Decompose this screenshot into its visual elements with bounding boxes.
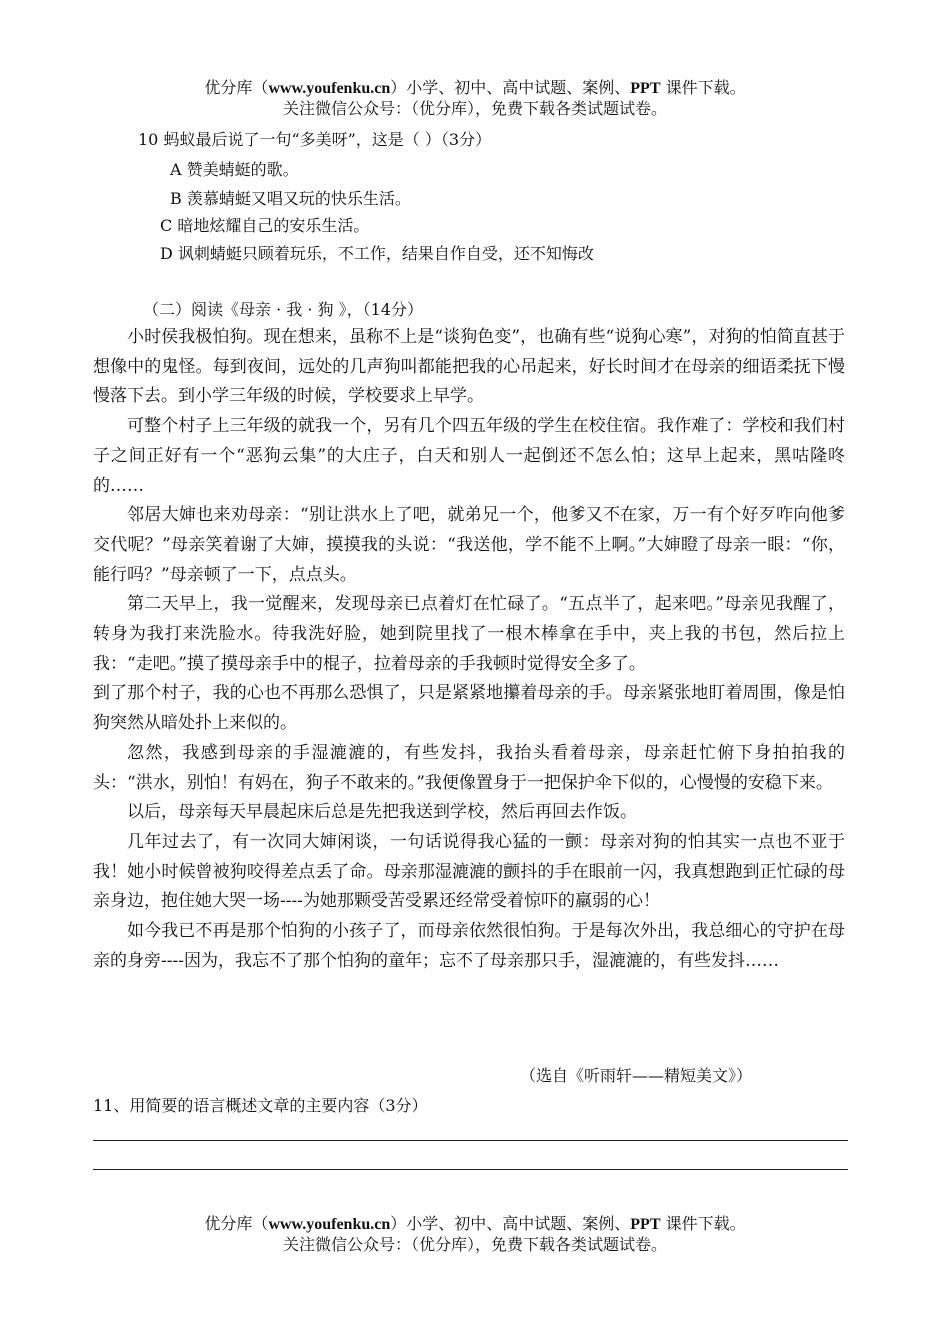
- article-paragraph: 以后，母亲每天早晨起床后总是先把我送到学校，然后再回去作饭。: [127, 802, 637, 823]
- article-paragraph: 可整个村子上三年级的就我一个，另有几个四五年级的学生在校住宿。我作难了：学校和我们村子之间正好有一个“恶狗云集”的大庄子，白天和别人一起倒还不怎么怕；这早上起来，黑咕隆咚的……: [93, 416, 845, 496]
- question-10-stem: 10 蚂蚁最后说了一句“多美呀”，这是（ ）（3分）: [138, 130, 492, 149]
- header-text: PPT: [630, 80, 661, 97]
- article-body: [93, 323, 845, 976]
- article-paragraph: 小时侯我极怕狗。现在想来，虽称不上是“谈狗色变”，也确有些“说狗心寒”，对狗的怕简直甚于想像中的鬼怪。每到夜间，远处的几声狗叫都能把我的心吊起来，好长时间才在母亲的细语柔抚下慢慢落下去。到小学三年级的时候，学校要求上早学。: [93, 327, 845, 407]
- answer-line[interactable]: [93, 1169, 848, 1170]
- footer-line-1: [0, 1214, 950, 1235]
- question-11-stem: 11、用简要的语言概述文章的主要内容（3分）: [93, 1096, 428, 1115]
- footer-site-link[interactable]: www.youfenku.cn: [268, 1216, 391, 1233]
- header-site-link[interactable]: www.youfenku.cn: [268, 80, 391, 97]
- article-source: （选自《听雨轩——精短美文》）: [520, 1066, 753, 1085]
- question-10-option-d: D 讽刺蜻蜓只顾着玩乐，不工作，结果自作自受，还不知悔改: [160, 244, 594, 263]
- header-text: 优分库（: [204, 78, 269, 97]
- article-paragraph: 如今我已不再是那个怕狗的小孩子了，而母亲依然很怕狗。于是每次外出，我总细心的守护在母亲的身旁----因为，我忘不了那个怕狗的童年；忘不了母亲那只手，湿漉漉的，有些发抖……: [93, 921, 845, 971]
- question-10-option-c: C 暗地炫耀自己的安乐生活。: [160, 216, 370, 235]
- question-10-option-a: A 赞美蜻蜓的歌。: [170, 160, 299, 179]
- header-text: 课件下载。: [660, 78, 746, 97]
- footer-text: 课件下载。: [660, 1214, 746, 1233]
- header-line-2: 关注微信公众号：（优分库），免费下载各类试题试卷。: [282, 99, 667, 118]
- footer-text: ）小学、初中、高中试题、案例、: [390, 1214, 631, 1233]
- footer-text: 优分库（: [204, 1214, 269, 1233]
- article-paragraph: 到了那个村子，我的心也不再那么恐惧了，只是紧紧地攥着母亲的手。母亲紧张地盯着周围，像是怕狗突然从暗处扑上来似的。: [93, 683, 845, 734]
- answer-line[interactable]: [93, 1140, 848, 1141]
- footer-line-2: 关注微信公众号：（优分库），免费下载各类试题试卷。: [282, 1235, 667, 1254]
- header-line-1: [0, 78, 950, 99]
- question-10-option-b: B 羡慕蜻蜓又唱又玩的快乐生活。: [170, 189, 411, 208]
- section-2-title: （二）阅读《母亲 · 我 · 狗 》，（14分）: [143, 300, 423, 319]
- footer-text: PPT: [630, 1216, 661, 1233]
- article-paragraph: 几年过去了，有一次同大婶闲谈，一句话说得我心猛的一颤：母亲对狗的怕其实一点也不亚于我！她小时候曾被狗咬得差点丢了命。母亲那湿漉漉的颤抖的手在眼前一闪，我真想跑到正忙碌的母亲身边，抱住她大哭一场----为她那颗受苦受累还经常受着惊吓的羸弱的心！: [93, 831, 845, 912]
- article-paragraph: 忽然，我感到母亲的手湿漉漉的，有些发抖，我抬头看着母亲，母亲赶忙俯下身拍拍我的头：“洪水，别怕！有妈在，狗子不敢来的。”我便像置身于一把保护伞下似的，心慢慢的安稳下来。: [93, 742, 845, 793]
- article-paragraph: 第二天早上，我一觉醒来，发现母亲已点着灯在忙碌了。“五点半了，起来吧。”母亲见我醒了，转身为我打来洗脸水。待我洗好脸，她到院里找了一根木棒拿在手中，夹上我的书包，然后拉上我：“走吧。”摸了摸母亲手中的棍子，拉着母亲的手我顿时觉得安全多了。: [93, 594, 845, 674]
- header-text: ）小学、初中、高中试题、案例、: [390, 78, 631, 97]
- article-paragraph: 邻居大婶也来劝母亲：“别让洪水上了吧，就弟兄一个，他爹又不在家，万一有个好歹咋向他爹交代呢？”母亲笑着谢了大婶，摸摸我的头说：“我送他，学不能不上啊。”大婶瞪了母亲一眼：“你，能行吗？”母亲顿了一下，点点头。: [93, 505, 845, 585]
